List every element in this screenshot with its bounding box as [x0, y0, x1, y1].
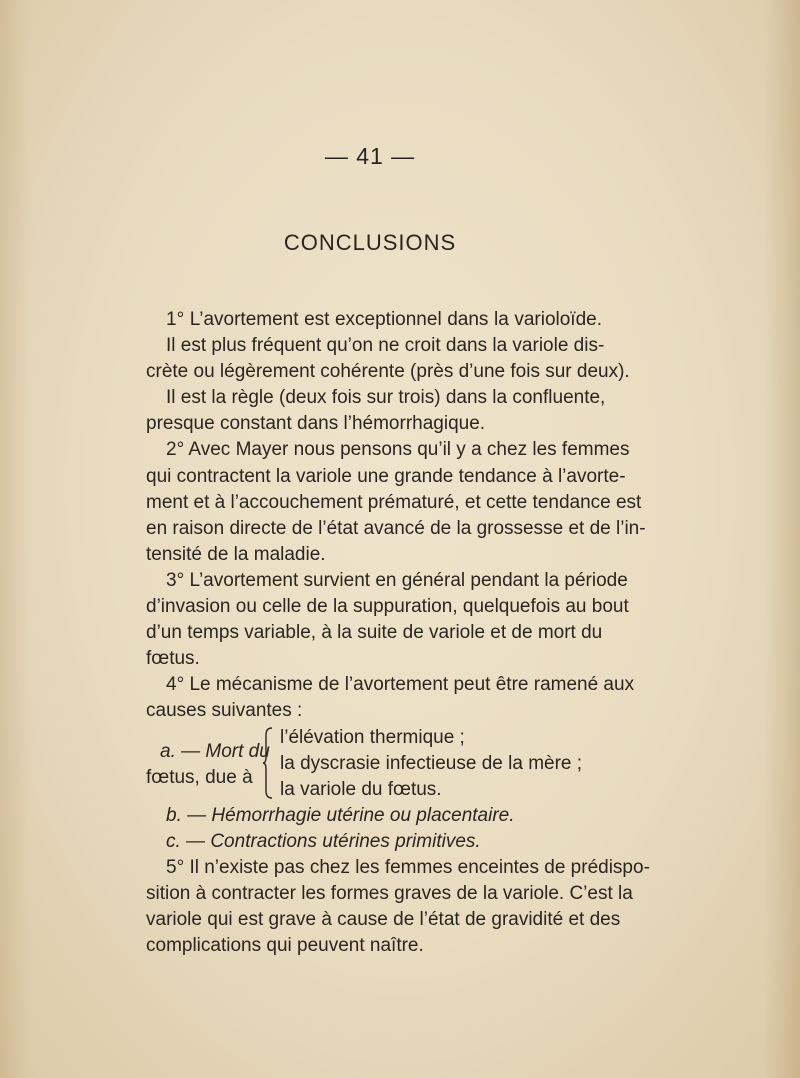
text-line: 4° Le mécanisme de l’avortement peut être ramené aux [166, 674, 635, 696]
paragraph-2 [146, 437, 646, 567]
text-line: en raison directe de l’état avancé de la grossesse et de l’in- [146, 517, 646, 539]
page-number: — 41 — [324, 143, 416, 169]
page-title: CONCLUSIONS [283, 230, 457, 255]
cause-a-item: la dyscrasie infectieuse de la mère ; [280, 752, 583, 774]
text-line: tensité de la maladie. [146, 543, 326, 565]
text-line: 2° Avec Mayer nous pensons qu’il y a chez les femmes [166, 439, 630, 461]
text-line: d’un temps variable, à la suite de variole et de mort du [146, 622, 603, 644]
cause-b: b. — Hémorrhagie utérine ou placentaire. [166, 804, 515, 826]
paragraph-1 [146, 307, 630, 437]
text-line: 3° L’avortement survient en général pendant la période [166, 569, 628, 591]
curly-brace-icon [263, 727, 273, 799]
cause-a-label: a. — Mort du [160, 740, 270, 762]
cause-a-item: la variole du fœtus. [280, 778, 442, 800]
text-line: crète ou légèrement cohérente (près d’une fois sur deux). [146, 361, 630, 383]
text-line: complications qui peuvent naître. [146, 934, 424, 956]
causes-list-a [146, 725, 602, 803]
conclusions-body [146, 307, 650, 959]
cause-a-label-continued: fœtus, due à [146, 766, 253, 788]
paragraph-5 [146, 855, 650, 959]
text-line: fœtus. [146, 648, 200, 670]
text-line: 5° Il n’existe pas chez les femmes enceintes de prédispo- [166, 856, 650, 878]
text-line: ment et à l’accouchement prématuré, et cette tendance est [146, 491, 642, 513]
text-line: 1° L’avortement est exceptionnel dans la varioloïde. [166, 309, 602, 330]
text-line: presque constant dans l’hémorrhagique. [146, 413, 486, 435]
text-line: Il est la règle (deux fois sur trois) dans la confluente, [166, 387, 606, 409]
text-line: variole qui est grave à cause de l’état de gravidité et des [146, 908, 621, 930]
paragraph-4 [146, 672, 635, 724]
paragraph-3 [146, 568, 629, 672]
page-shadow-right [764, 0, 800, 1078]
cause-a-item: l’élévation thermique ; [280, 726, 465, 748]
text-line: causes suivantes : [146, 700, 303, 722]
text-line: Il est plus fréquent qu’on ne croit dans la variole dis- [166, 335, 605, 357]
text-line: sition à contracter les formes graves de la variole. C’est la [146, 882, 633, 904]
cause-c: c. — Contractions utérines primitives. [166, 830, 481, 852]
text-line: qui contractent la variole une grande tendance à l’avorte- [146, 465, 626, 487]
text-line: d’invasion ou celle de la suppuration, quelquefois au bout [146, 596, 629, 618]
